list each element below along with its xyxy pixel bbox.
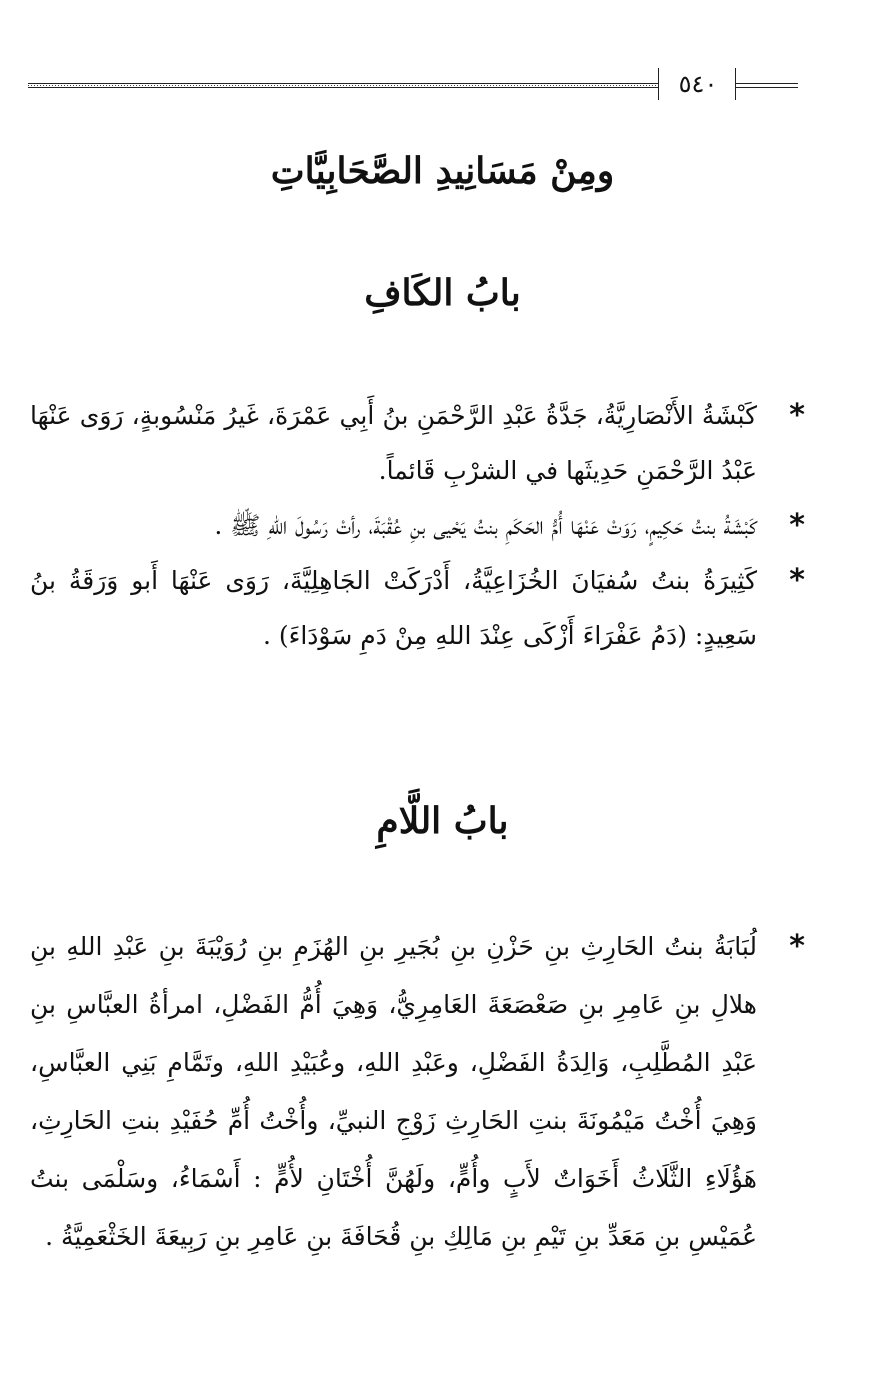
- entry-text: كَبْشَةُ الأَنْصَارِيَّةُ، جَدَّةُ عَبْدِ الرَّحْمَنِ بنُ أَبِي عَمْرَةَ، غَيرُ مَنْسُوبةٍ، رَوَى عَنْهَا عَبْدُ الرَّحْمَنِ حَدِيثَها في الشرْبِ قَائماً.: [30, 401, 757, 485]
- entry-list-kaf: [30, 388, 805, 663]
- entry-text: كَبْشَةُ بنتُ حَكِيمٍ، رَوَتْ عَنْهَا أُمُّ الحَكَمِ بنتُ يَحْيى بنِ عُقْبَةَ، رأتْ رَسُولَ اللهِ ﷺ .: [214, 511, 757, 540]
- page-number: ٥٤٠: [678, 70, 718, 98]
- header-divider: [658, 68, 659, 100]
- asterisk-bullet: *: [789, 929, 805, 964]
- entry-text: كَثِيرَةُ بنتُ سُفيَانَ الخُزَاعِيَّةُ، أَدْرَكَتْ الجَاهِلِيَّةَ، رَوَى عَنْهَا أَبو وَرَقَةُ بنُ سَعِيدٍ: (دَمُ عَفْرَاءَ أَزْكَى عِنْدَ اللهِ مِنْ دَمِ سَوْدَاءَ) .: [30, 566, 757, 650]
- entry-kathira-bint-sufyan: [30, 553, 805, 663]
- chapter-title-kaf: بابُ الكَافِ: [364, 272, 521, 314]
- entry-kabsha-ansariyya: [30, 388, 805, 498]
- section-title: ومِنْ مَسَانِيدِ الصَّحَابِيَّاتِ: [270, 150, 615, 192]
- entry-lubaba-bint-harith: [30, 918, 805, 1266]
- entry-text: لُبَابَةُ بنتُ الحَارِثِ بنِ حَزْنِ بنِ بُجَيرِ بنِ الهُزَمِ بنِ رُوَيْبَةَ بنِ عَبْدِ اللهِ بنِ هلالِ بنِ عَامِرِ بنِ صَعْصَعَةَ العَامِرِيُّ، وَهِيَ أُمُّ الفَضْلِ، امرأةُ العبَّاسِ بنِ عَبْدِ المُطَّلِبِ، وَالِدَةُ الفَضْلِ، وعَبْدِ اللهِ، وعُبَيْدِ اللهِ، وتَمَّامِ بَنِي العبَّاسِ، وَهِيَ أُخْتُ مَيْمُونَةَ بنتِ الحَارِثِ زَوْجِ النبيِّ، وأُخْتُ أُمِّ حُفَيْدِ بنتِ الحَارِثِ، هَؤُلَاءِ الثَّلَاثُ أَخَوَاتٌ لأَبٍ وأُمٍّ، ولَهُنَّ أُخْتَانِ لأُمٍّ : أَسْمَاءُ، وسَلْمَى بنتُ عُمَيْسِ بنِ مَعَدِّ بنِ تَيْمِ بنِ مَالِكِ بنِ قُحَافَةَ بنِ عَامِرِ بنِ رَبِيعَةَ الخَثْعَمِيَّةُ .: [30, 932, 757, 1251]
- header-rule-left: [28, 83, 658, 88]
- entry-list-lam: [30, 918, 805, 1266]
- asterisk-bullet: *: [789, 398, 805, 433]
- chapter-title-lam: بابُ اللَّامِ: [376, 800, 509, 842]
- asterisk-bullet: *: [789, 508, 805, 543]
- asterisk-bullet: *: [789, 563, 805, 598]
- entry-kabsha-bint-hakim: [30, 498, 805, 553]
- header-rule-right: [735, 83, 798, 88]
- page-header: [28, 66, 798, 100]
